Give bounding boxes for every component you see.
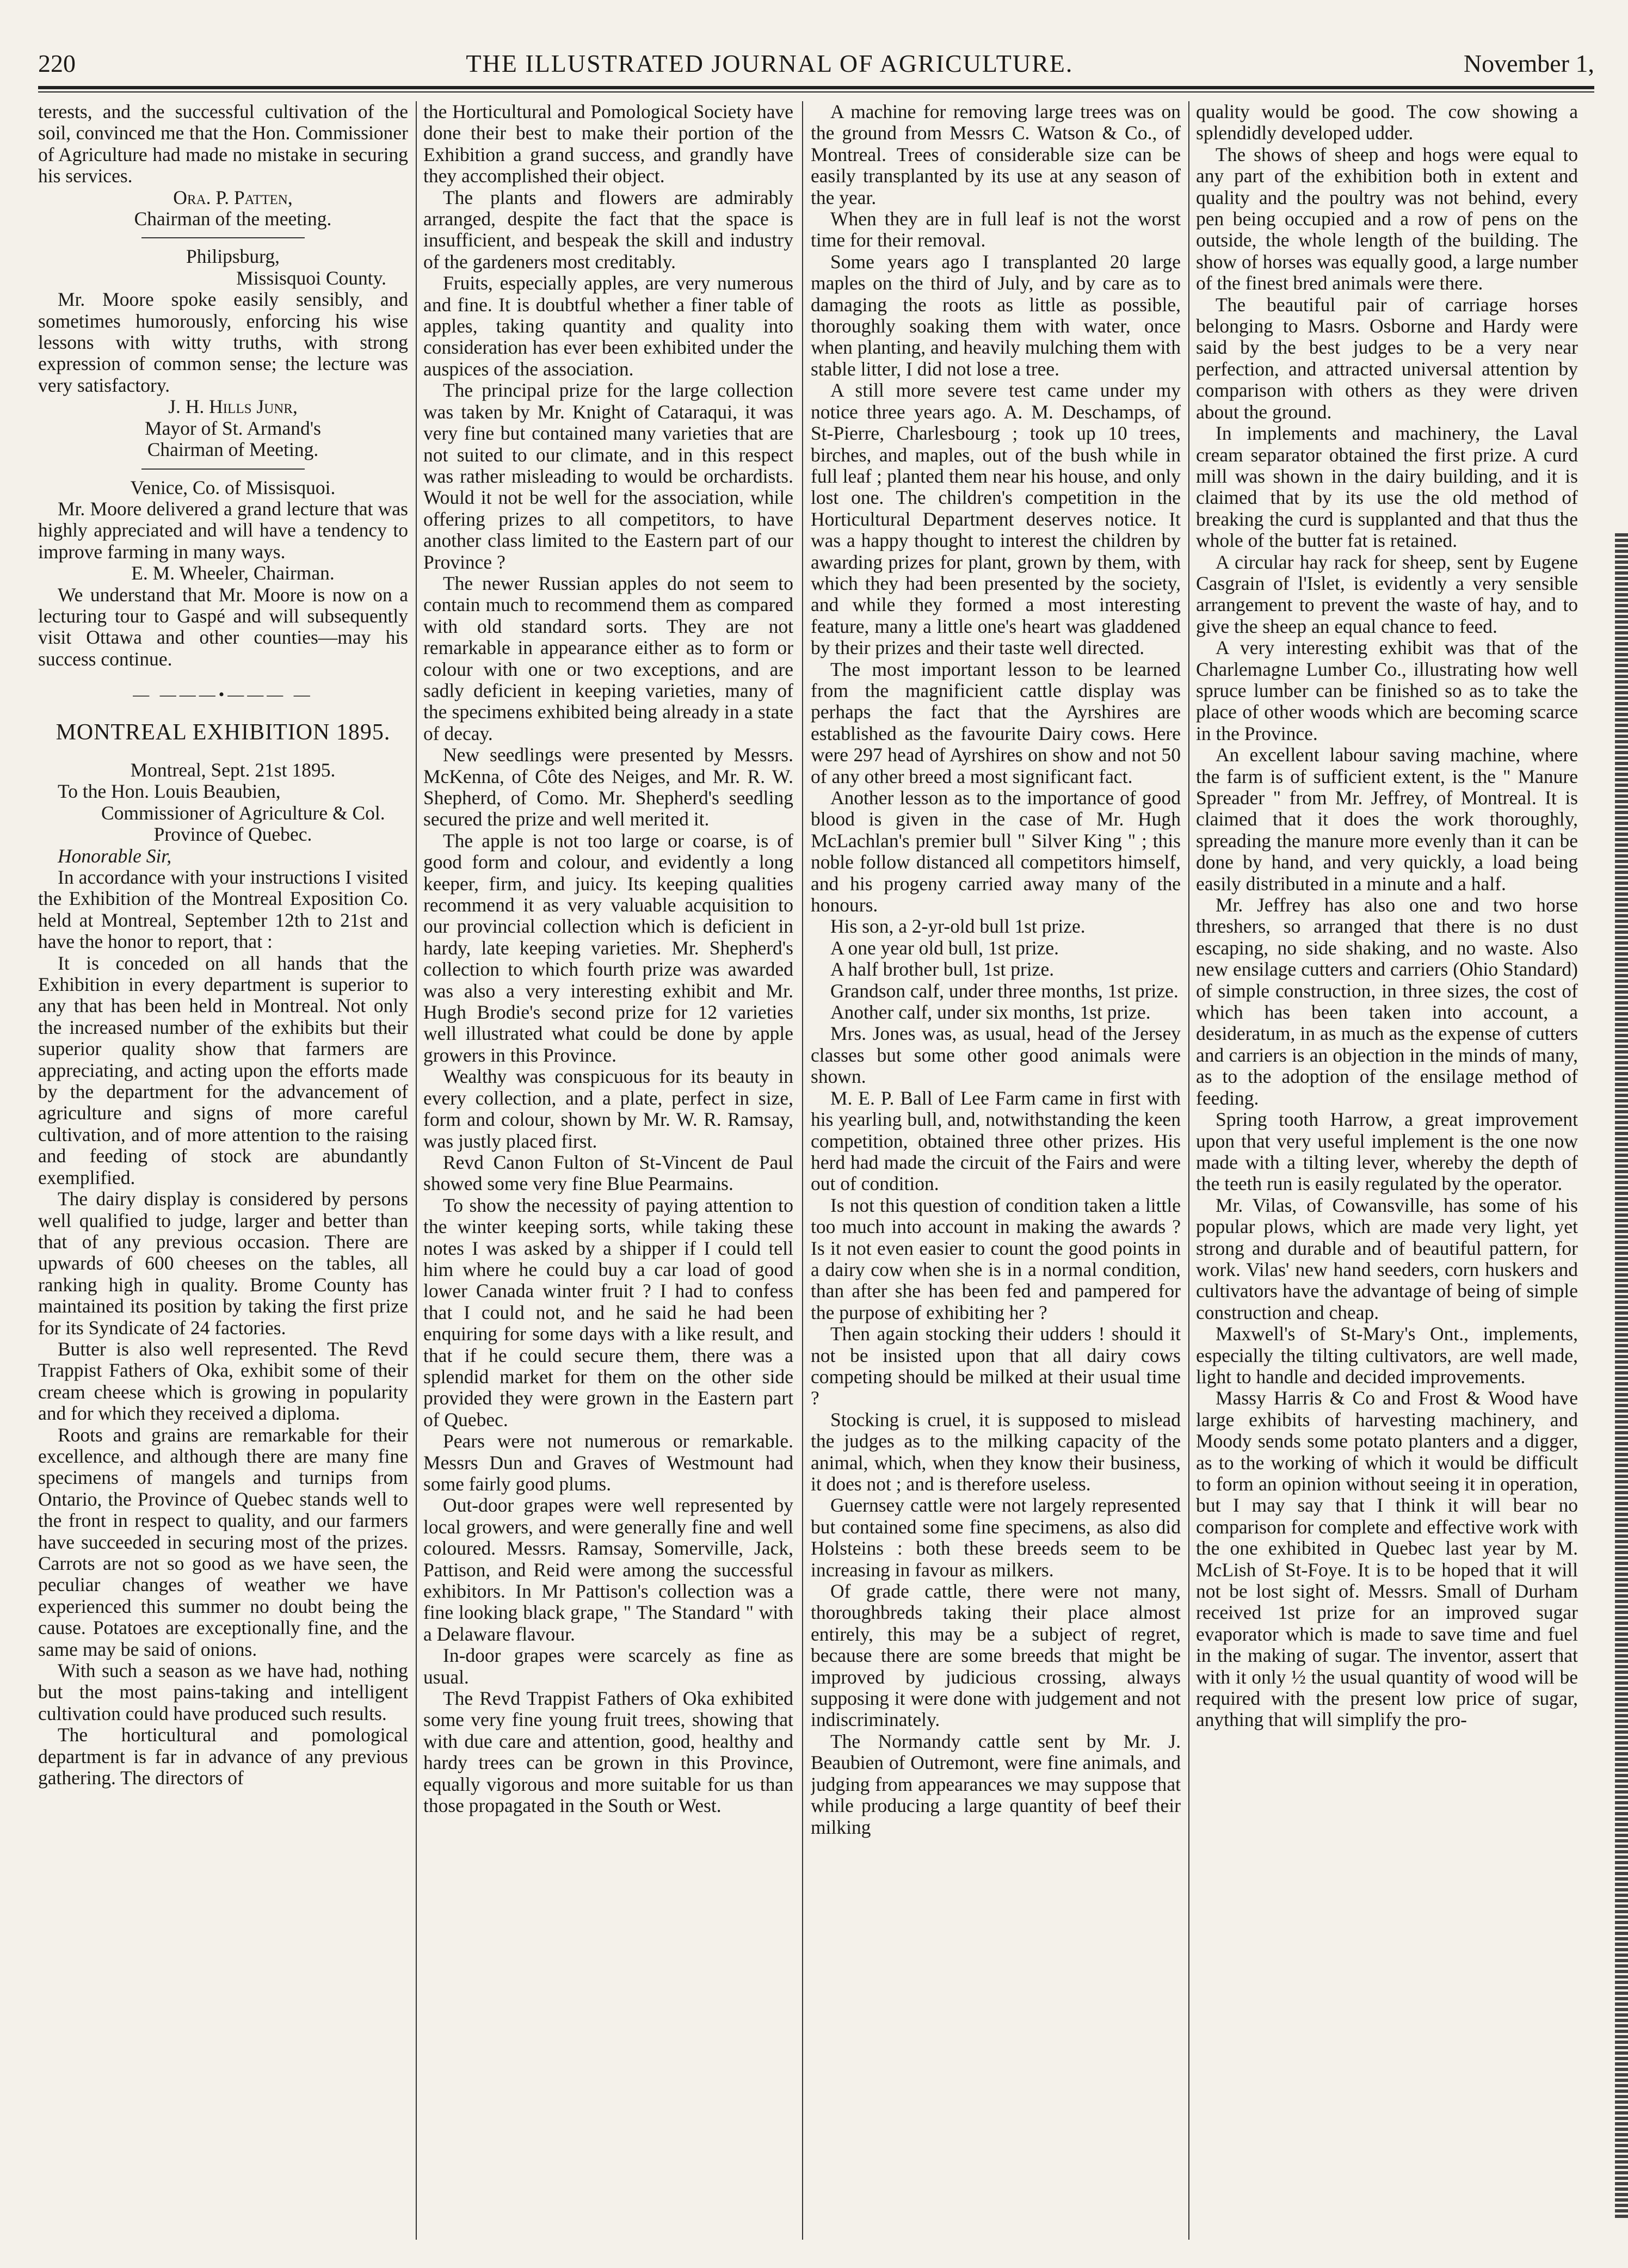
paragraph: Fruits, especially apples, are very numerous and fine. It is doubtful whether a finer table of apples, taking quantity and quality into consideration has ever been exhibited under the auspices of the association. [423, 272, 793, 380]
paragraph: Stocking is cruel, it is supposed to mislead the judges as to the milking capacity of the animal, which, when they know their business, it does not ; and is therefore useless. [811, 1408, 1181, 1495]
paragraph: Mr. Vilas, of Cowansville, has some of his popular plows, which are made very light, yet strong and durable and of beautiful pattern, for work. Vilas' new hand seeders, corn huskers and cultivators have the advantage of being of simple construction and cheap. [1196, 1194, 1578, 1323]
paragraph: the Horticultural and Pomological Society have done their best to make their portion of the Exhibition a grand success, and grandly have they accomplished their object. [423, 101, 793, 187]
paragraph: M. E. P. Ball of Lee Farm came in first with his yearling bull, and, notwithstanding the keen competition, obtained three other prizes. His herd had made the circuit of the Fairs and were out of condition. [811, 1087, 1181, 1195]
paragraph: quality would be good. The cow showing a splendidly developed udder. [1196, 101, 1578, 144]
place-name: Philipsburg, [186, 245, 280, 268]
paragraph: Some years ago I transplanted 20 large maples on the third of July, and by care as to damaging the roots as little as possible, thoroughly soaking them with water, once when planting, and heavily mulching them with stable litter, I did not lose a tree. [811, 250, 1181, 380]
place-county: Missisquoi County. [236, 267, 386, 289]
page-edge-mark [1615, 533, 1628, 2220]
paragraph: His son, a 2-yr-old bull 1st prize. [830, 915, 1086, 938]
paragraph: Of grade cattle, there were not many, thoroughbreds taking their place almost entirely, this may be a subject of regret, because there are some breeds that might be improved by judicious crossing, always supposing it were done with judgement and not indiscriminately. [811, 1580, 1181, 1731]
column-divider [802, 101, 803, 2240]
paragraph: In accordance with your instructions I visited the Exhibition of the Montreal Exposition Co. held at Montreal, September 12th to 21st and have the honor to report, that : [38, 866, 408, 953]
paragraph: The apple is not too large or coarse, is of good form and colour, and evidently a long keeper, firm, and juicy. Its keeping qualities recommend it as very valuable acquisition to our provincial collection which is deficient in hardy, late keeping varieties. Mr. Shepherd's collection to which fourth prize was awarded was also a very interesting exhibit and Mr. Hugh Brodie's second prize for 12 varieties well illustrated what could be done by apple growers in this Province. [423, 829, 793, 1066]
page-header [38, 38, 1594, 76]
paragraph: terests, and the successful cultivation of the soil, convinced me that the Hon. Commissioner of Agriculture had made no mistake in securing his services. [38, 101, 408, 187]
signature-title: Mayor of St. Armand's [145, 417, 321, 439]
paragraph: A one year old bull, 1st prize. [830, 936, 1059, 959]
paragraph: The Normandy cattle sent by Mr. J. Beaubien of Outremont, were fine animals, and judging from appearances we may suppose that while producing a large quantity of beef their milking [811, 1730, 1181, 1838]
paragraph: Is not this question of condition taken a little too much into account in making the awards ? Is it not even easier to count the good points in a dairy cow when she is in a normal condition, than after she has been fed and pampered for the purpose of exhibiting her ? [811, 1194, 1181, 1323]
column-3 [811, 101, 1181, 2240]
signature-name: Ora. P. Patten, [173, 186, 293, 208]
paragraph: The most important lesson to be learned from the magnificient cattle display was perhaps the fact that the Ayrshires are established as the favourite Dairy cows. Here were 297 head of Ayrshires on show and not 50 of any other breed a most significant fact. [811, 658, 1181, 787]
paragraph: Another calf, under six months, 1st prize. [830, 1001, 1151, 1024]
paragraph: A very interesting exhibit was that of the Charlemagne Lumber Co., illustrating how well spruce lumber can be finished so as to take the place of other woods which are becoming scarce in the Province. [1196, 637, 1578, 744]
paragraph: Butter is also well represented. The Revd Trappist Fathers of Oka, exhibit some of their cream cheese which is growing in popularity and for which they received a diploma. [38, 1338, 408, 1425]
column-2 [423, 101, 793, 2240]
paragraph: A still more severe test came under my notice three years ago. A. M. Deschamps, of St-Pierre, Charlesbourg ; took up 10 trees, birches, and maples, out of the bush while in full leaf ; planted them near his house, and only lost one. The children's competition in the Horticultural Department deserves notice. It was a happy thought to interest the children by awarding prizes for plant, grown by them, with which they had been presented by the society, and while they formed a most interesting feature, many a little one's heart was gladdened by their prizes and their taste well directed. [811, 379, 1181, 659]
signature-name: J. H. Hills Junr, [168, 396, 298, 418]
paragraph: Out-door grapes were well represented by local growers, and were generally fine and well coloured. Messrs. Ramsay, Somerville, Jack, Pattison, and Reid were among the successful exhibitors. In Mr Pattison's collection was a fine looking black grape, " The Standard " with a Delaware flavour. [423, 1494, 793, 1645]
column-1 [38, 101, 408, 2240]
address-line: Province of Quebec. [153, 823, 312, 846]
paragraph: Wealthy was conspicuous for its beauty in every collection, and a plate, perfect in size, form and colour, shown by Mr. W. R. Ramsay, was justly placed first. [423, 1065, 793, 1152]
paragraph: An excellent labour saving machine, where the farm is of sufficient extent, is the " Manure Spreader " from Mr. Jeffrey, of Montreal. It is claimed that it does the work thoroughly, spreading the manure more evenly than it can be done by hand, and very quickly, a load being easily distributed in a minute and a half. [1196, 744, 1578, 895]
column-divider [1188, 101, 1189, 2240]
paragraph: The dairy display is considered by persons well qualified to judge, larger and better than that of any previous occasion. There are upwards of 600 cheeses on the tables, all ranking high in quality. Brome County has maintained its position by taking the first prize for its Syndicate of 24 factories. [38, 1188, 408, 1339]
paragraph: The newer Russian apples do not seem to contain much to recommend them as compared with old standard sorts. They are not remarkable in appearance either as to form or colour with one or two exceptions, and are sadly deficient in keeping varieties, many of the specimens exhibited being already in a state of decay. [423, 572, 793, 744]
paragraph: Another lesson as to the importance of good blood is given in the case of Mr. Hugh McLachlan's premier bull " Silver King " ; this noble follow distanced all competitors himself, and his progeny carried away many of the honours. [811, 787, 1181, 916]
salutation: Honorable Sir, [58, 845, 172, 867]
address-line: Commissioner of Agriculture & Col. [101, 802, 385, 824]
paragraph: The Revd Trappist Fathers of Oka exhibited some very fine young fruit trees, showing that with due care and attention, good, healthy and hardy trees can be grown in this Province, equally vigorous and more suitable for us than those propagated in the South or West. [423, 1687, 793, 1817]
paragraph: Massy Harris & Co and Frost & Wood have large exhibits of harvesting machinery, and Moody sends some potato planters and a digger, as to the working of which it would be difficult to form an opinion without seeing it in operation, but I may say that I think it will bear no comparison for complete and effective work with the one exhibited in Quebec last year by M. McLish of St-Foye. It is to be hoped that it will not be lost sight of. Messrs. Small of Durham received 1st prize for an improved sugar evaporator which is made to save time and fuel in the making of sugar. The inventor, assert that with it only ½ the usual quantity of wood will be required with the present low price of sugar, anything that will simplify the pro- [1196, 1387, 1578, 1731]
paragraph: When they are in full leaf is not the worst time for their removal. [811, 208, 1181, 251]
paragraph: Mr. Jeffrey has also one and two horse threshers, so arranged that there is no dust escaping, no side shaking, and no waste. Also new ensilage cutters and carriers (Ohio Standard) of simple construction, in three sizes, the cost of which has been taken into account, a desideratum, in as much as the expense of cutters and carriers is an objection in the minds of many, as to the adoption of the ensilage method of feeding. [1196, 894, 1578, 1109]
paragraph: A circular hay rack for sheep, sent by Eugene Casgrain of l'Islet, is evidently a very sensible arrangement to prevent the waste of hay, and to give the sheep an equal chance to feed. [1196, 551, 1578, 637]
journal-title: THE ILLUSTRATED JOURNAL OF AGRICULTURE. [466, 50, 1074, 77]
header-rule [38, 86, 1594, 89]
issue-date: November 1, [1463, 50, 1594, 77]
paragraph: A machine for removing large trees was on the ground from Messrs C. Watson & Co., of Montreal. Trees of considerable size can be easily transplanted by its use at any season of the year. [811, 101, 1181, 208]
paragraph: Roots and grains are remarkable for their excellence, and although there are many fine specimens of mangels and turnips from Ontario, the Province of Quebec stands well to the front in respect to quality, and our farmers have succeeded in securing most of the prizes. Carrots are not so good as we have seen, the peculiar changes of weather we have experienced this summer no doubt being the cause. Potatoes are exceptionally fine, and the same may be said of onions. [38, 1423, 408, 1660]
signature-line: E. M. Wheeler, Chairman. [131, 562, 335, 584]
paragraph: The horticultural and pomological department is far in advance of any previous gathering. The directors of [38, 1724, 408, 1789]
paragraph: Then again stocking their udders ! should it not be insisted upon that all dairy cows competing should be milked at their usual time ? [811, 1323, 1181, 1409]
column-4 [1196, 101, 1578, 2240]
signature-title: Chairman of Meeting. [147, 439, 319, 461]
paragraph: The principal prize for the large collection was taken by Mr. Knight of Cataraqui, it was very fine but contained many varieties that are not suited to our climate, and in this respect was rather misleading to would be orchardists. Would it not be well for the association, while offering prizes to all competitors, to have another class limited to the Eastern part of our Province ? [423, 379, 793, 573]
divider [141, 469, 305, 470]
paragraph: In-door grapes were scarcely as fine as usual. [423, 1644, 793, 1688]
dateline: Montreal, Sept. 21st 1895. [130, 759, 336, 781]
section-title: MONTREAL EXHIBITION 1895. [55, 719, 391, 745]
column-divider [416, 101, 417, 2240]
paragraph: We understand that Mr. Moore is now on a lecturing tour to Gaspé and will subsequently visit Ottawa and other counties—may his success continue. [38, 583, 408, 670]
paragraph: A half brother bull, 1st prize. [830, 958, 1054, 981]
place-name: Venice, Co. of Missisquoi. [130, 476, 336, 498]
paragraph: Mr. Moore spoke easily sensibly, and sometimes humorously, enforcing his wise lessons with witty truths, with strong expression of common sense; the lecture was very satisfactory. [38, 288, 408, 396]
page-number: 220 [38, 50, 76, 77]
paragraph: Guernsey cattle were not largely represented but contained some fine specimens, as also did Holsteins : both these breeds seem to be increasing in favour as milkers. [811, 1494, 1181, 1581]
paragraph: The beautiful pair of carriage horses belonging to Masrs. Osborne and Hardy were said by the best judges to be a very near perfection, and attracted universal attention by comparison with others as they were driven about the ground. [1196, 293, 1578, 423]
address-to: To the Hon. Louis Beaubien, [58, 780, 281, 803]
signature-title: Chairman of the meeting. [134, 208, 332, 230]
paragraph: Revd Canon Fulton of St-Vincent de Paul showed some very fine Blue Pearmains. [423, 1151, 793, 1195]
paragraph: Mrs. Jones was, as usual, head of the Jersey classes but some other good animals were shown. [811, 1022, 1181, 1088]
paragraph: It is conceded on all hands that the Exhibition in every department is superior to any that has been held in Montreal. Not only the increased number of the exhibits but their superior quality show that farmers are appreciating, and acting upon the efforts made by the department for the advancement of agriculture and signs of more careful cultivation, and of more attention to the raising and feeding of stock are abundantly exemplified. [38, 952, 408, 1188]
paragraph: New seedlings were presented by Messrs. McKenna, of Côte des Neiges, and Mr. R. W. Shepherd, of Como. Mr. Shepherd's seedling secured the prize and well merited it. [423, 744, 793, 830]
paragraph: Grandson calf, under three months, 1st prize. [830, 979, 1179, 1002]
paragraph: The shows of sheep and hogs were equal to any part of the exhibition both in extent and quality and the poultry was not behind, every pen being occupied and a row of pens on the outside, the whole length of the building. The show of horses was equally good, a large number of the finest bred animals were there. [1196, 143, 1578, 294]
paragraph: Spring tooth Harrow, a great improvement upon that very useful implement is the one now made with a tilting lever, whereby the depth of the teeth run is easily regulated by the operator. [1196, 1108, 1578, 1195]
ornament-divider: — ———•——— — [133, 686, 313, 704]
paragraph: The plants and flowers are admirably arranged, despite the fact that the space is insufficient, and bespeak the skill and industry of the gardeners most creditably. [423, 186, 793, 273]
header-rule-thin [38, 91, 1594, 93]
paragraph: With such a season as we have had, nothing but the most pains-taking and intelligent cultivation could have produced such results. [38, 1660, 408, 1724]
paragraph: Maxwell's of St-Mary's Ont., implements, especially the tilting cultivators, are well made, light to handle and decided improvements. [1196, 1323, 1578, 1388]
divider [141, 237, 305, 238]
paragraph: In implements and machinery, the Laval cream separator obtained the first prize. A curd mill was shown in the dairy building, and it is claimed that by its use the old method of breaking the curd is supplanted and that thus the whole of the butter fat is retained. [1196, 422, 1578, 552]
paragraph: To show the necessity of paying attention to the winter keeping sorts, while taking these notes I was asked by a shipper if I could tell him where he could buy a car load of good lower Canada winter fruit ? I had to confess that I could not, and he said he had been enquiring for some days with a like result, and that if he could secure them, there was a splendid market for them on the other side provided they were grown in the Eastern part of Quebec. [423, 1194, 793, 1431]
paragraph: Mr. Moore delivered a grand lecture that was highly appreciated and will have a tendency to improve farming in many ways. [38, 497, 408, 563]
paragraph: Pears were not numerous or remarkable. Messrs Dun and Graves of Westmount had some fairly good plums. [423, 1430, 793, 1495]
